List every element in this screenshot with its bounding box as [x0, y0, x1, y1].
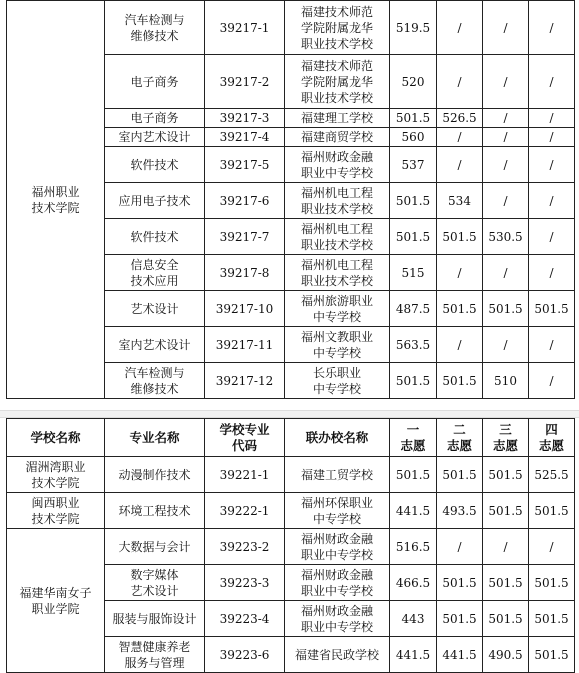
major-cell: 数字媒体 艺术设计	[105, 565, 205, 601]
partner-school-cell: 长乐职业 中专学校	[285, 363, 390, 399]
score-cell-v3: /	[483, 327, 529, 363]
code-cell: 39223-3	[205, 565, 285, 601]
table-row	[7, 493, 575, 529]
code-cell: 39217-11	[205, 327, 285, 363]
partner-school-cell: 福建商贸学校	[285, 128, 390, 147]
major-cell: 艺术设计	[105, 291, 205, 327]
score-cell-v3: 501.5	[483, 291, 529, 327]
partner-school-cell: 福州财政金融 职业中专学校	[285, 147, 390, 183]
score-cell-v1: 560	[390, 128, 437, 147]
score-cell-v4: /	[529, 128, 575, 147]
code-cell: 39217-1	[205, 1, 285, 55]
score-cell-v3: 501.5	[483, 457, 529, 493]
score-cell-v3: 501.5	[483, 493, 529, 529]
code-cell: 39217-8	[205, 255, 285, 291]
score-cell-v3: 530.5	[483, 219, 529, 255]
major-cell: 电子商务	[105, 109, 205, 128]
partner-school-cell: 福建理工学校	[285, 109, 390, 128]
code-cell: 39217-5	[205, 147, 285, 183]
header-major: 专业名称	[105, 419, 205, 457]
header-school: 学校名称	[7, 419, 105, 457]
code-cell: 39223-6	[205, 637, 285, 673]
code-cell: 39217-3	[205, 109, 285, 128]
table-row	[7, 457, 575, 493]
score-cell-v4: 501.5	[529, 291, 575, 327]
header-row	[7, 419, 575, 457]
score-cell-v1: 443	[390, 601, 437, 637]
major-cell: 电子商务	[105, 55, 205, 109]
major-cell: 服装与服饰设计	[105, 601, 205, 637]
major-cell: 动漫制作技术	[105, 457, 205, 493]
score-cell-v1: 501.5	[390, 219, 437, 255]
score-cell-v1: 441.5	[390, 493, 437, 529]
code-cell: 39222-1	[205, 493, 285, 529]
partner-school-cell: 福建技术师范 学院附属龙华 职业技术学校	[285, 55, 390, 109]
score-cell-v3: 510	[483, 363, 529, 399]
score-cell-v2: 441.5	[437, 637, 483, 673]
score-cell-v2: /	[437, 147, 483, 183]
partner-school-cell: 福州机电工程 职业技术学校	[285, 255, 390, 291]
score-cell-v3: 501.5	[483, 601, 529, 637]
score-cell-v4: /	[529, 1, 575, 55]
score-cell-v3: /	[483, 55, 529, 109]
school-name-cell: 福建华南女子 职业学院	[7, 529, 105, 673]
major-cell: 大数据与会计	[105, 529, 205, 565]
score-cell-v2: /	[437, 55, 483, 109]
table-row	[7, 1, 575, 55]
partner-school-cell: 福州财政金融 职业中专学校	[285, 601, 390, 637]
major-cell: 汽车检测与 维修技术	[105, 363, 205, 399]
score-cell-v2: /	[437, 128, 483, 147]
score-cell-v4: /	[529, 219, 575, 255]
score-cell-v2: 501.5	[437, 291, 483, 327]
score-cell-v1: 487.5	[390, 291, 437, 327]
score-cell-v1: 466.5	[390, 565, 437, 601]
score-cell-v1: 501.5	[390, 457, 437, 493]
admission-table-bottom	[6, 418, 575, 673]
major-cell: 信息安全 技术应用	[105, 255, 205, 291]
score-cell-v4: /	[529, 255, 575, 291]
score-cell-v3: /	[483, 1, 529, 55]
score-cell-v1: 516.5	[390, 529, 437, 565]
score-cell-v4: 525.5	[529, 457, 575, 493]
table-row	[7, 529, 575, 565]
partner-school-cell: 福州财政金融 职业中专学校	[285, 565, 390, 601]
major-cell: 应用电子技术	[105, 183, 205, 219]
score-cell-v2: 501.5	[437, 601, 483, 637]
code-cell: 39223-4	[205, 601, 285, 637]
school-name-cell: 福州职业 技术学院	[7, 1, 105, 399]
score-cell-v1: 537	[390, 147, 437, 183]
header-choice-4: 四 志愿	[529, 419, 575, 457]
score-cell-v4: /	[529, 183, 575, 219]
score-cell-v2: /	[437, 529, 483, 565]
score-cell-v3: /	[483, 147, 529, 183]
code-cell: 39217-10	[205, 291, 285, 327]
score-cell-v1: 520	[390, 55, 437, 109]
score-cell-v4: 501.5	[529, 493, 575, 529]
score-cell-v4: 501.5	[529, 601, 575, 637]
score-cell-v2: 526.5	[437, 109, 483, 128]
code-cell: 39217-6	[205, 183, 285, 219]
score-cell-v1: 501.5	[390, 109, 437, 128]
score-cell-v4: /	[529, 55, 575, 109]
score-cell-v3: /	[483, 183, 529, 219]
major-cell: 室内艺术设计	[105, 128, 205, 147]
score-cell-v4: /	[529, 109, 575, 128]
partner-school-cell: 福州机电工程 职业技术学校	[285, 183, 390, 219]
code-cell: 39217-12	[205, 363, 285, 399]
score-cell-v3: /	[483, 529, 529, 565]
header-choice-3: 三 志愿	[483, 419, 529, 457]
school-name-cell: 闽西职业 技术学院	[7, 493, 105, 529]
score-cell-v1: 519.5	[390, 1, 437, 55]
major-cell: 汽车检测与 维修技术	[105, 1, 205, 55]
partner-school-cell: 福州机电工程 职业技术学校	[285, 219, 390, 255]
partner-school-cell: 福州财政金融 职业中专学校	[285, 529, 390, 565]
score-cell-v3: /	[483, 255, 529, 291]
score-cell-v1: 515	[390, 255, 437, 291]
admission-table-top-body	[7, 1, 575, 399]
score-cell-v2: /	[437, 255, 483, 291]
header-partner: 联办校名称	[285, 419, 390, 457]
code-cell: 39217-4	[205, 128, 285, 147]
score-cell-v3: 490.5	[483, 637, 529, 673]
score-cell-v4: /	[529, 529, 575, 565]
score-cell-v2: 493.5	[437, 493, 483, 529]
major-cell: 软件技术	[105, 219, 205, 255]
score-cell-v2: /	[437, 1, 483, 55]
major-cell: 环境工程技术	[105, 493, 205, 529]
code-cell: 39223-2	[205, 529, 285, 565]
header-choice-2: 二 志愿	[437, 419, 483, 457]
admission-table-bottom-body	[7, 457, 575, 673]
code-cell: 39221-1	[205, 457, 285, 493]
score-cell-v4: 501.5	[529, 637, 575, 673]
score-cell-v2: 501.5	[437, 457, 483, 493]
partner-school-cell: 福州旅游职业 中专学校	[285, 291, 390, 327]
score-cell-v2: /	[437, 327, 483, 363]
admission-table-top	[6, 0, 575, 399]
code-cell: 39217-2	[205, 55, 285, 109]
score-cell-v4: 501.5	[529, 565, 575, 601]
code-cell: 39217-7	[205, 219, 285, 255]
score-cell-v1: 563.5	[390, 327, 437, 363]
header-code: 学校专业 代码	[205, 419, 285, 457]
score-cell-v1: 441.5	[390, 637, 437, 673]
major-cell: 软件技术	[105, 147, 205, 183]
score-cell-v4: /	[529, 363, 575, 399]
score-cell-v4: /	[529, 147, 575, 183]
score-cell-v2: 501.5	[437, 363, 483, 399]
partner-school-cell: 福州文教职业 中专学校	[285, 327, 390, 363]
score-cell-v1: 501.5	[390, 183, 437, 219]
partner-school-cell: 福建技术师范 学院附属龙华 职业技术学校	[285, 1, 390, 55]
score-cell-v2: 534	[437, 183, 483, 219]
score-cell-v2: 501.5	[437, 565, 483, 601]
score-cell-v3: /	[483, 128, 529, 147]
page-gap	[0, 410, 579, 418]
score-cell-v2: 501.5	[437, 219, 483, 255]
score-cell-v4: /	[529, 327, 575, 363]
score-cell-v1: 501.5	[390, 363, 437, 399]
partner-school-cell: 福建工贸学校	[285, 457, 390, 493]
header-choice-1: 一 志愿	[390, 419, 437, 457]
partner-school-cell: 福建省民政学校	[285, 637, 390, 673]
score-cell-v3: /	[483, 109, 529, 128]
score-cell-v3: 501.5	[483, 565, 529, 601]
major-cell: 室内艺术设计	[105, 327, 205, 363]
school-name-cell: 湄洲湾职业 技术学院	[7, 457, 105, 493]
partner-school-cell: 福州环保职业 中专学校	[285, 493, 390, 529]
major-cell: 智慧健康养老 服务与管理	[105, 637, 205, 673]
